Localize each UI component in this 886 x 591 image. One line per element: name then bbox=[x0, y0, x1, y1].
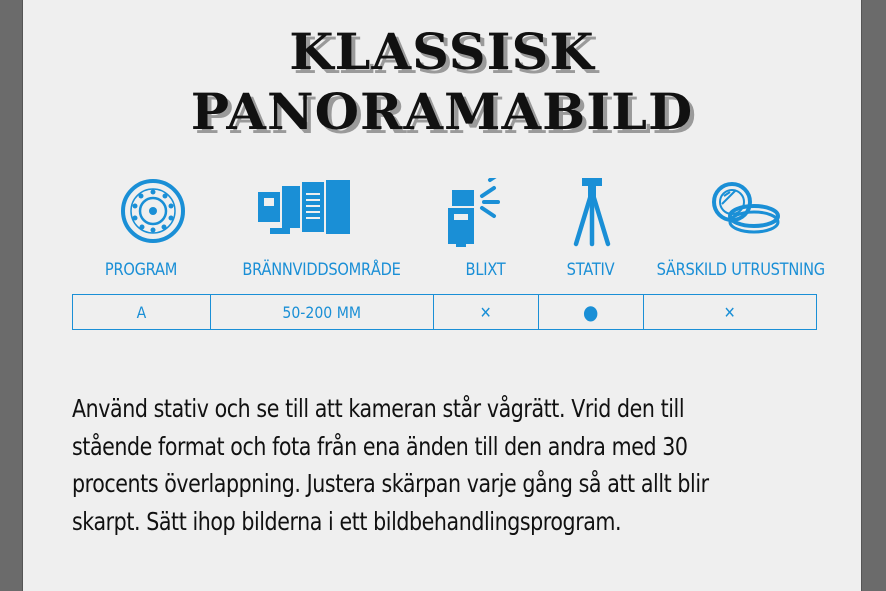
title-line-1: KLASSISK bbox=[289, 22, 595, 81]
label-focal-range: BRÄNNVIDDSOMRÅDE bbox=[242, 260, 401, 280]
label-special-equipment: SÄRSKILD UTRUSTNING bbox=[656, 260, 825, 280]
title-line-2: PANORAMABILD bbox=[190, 82, 694, 141]
cell-flash-value: ✕ bbox=[480, 302, 492, 322]
paragraph-line: skarpt. Sätt ihop bilderna i ett bildbehandlingsprogram. bbox=[72, 506, 622, 536]
instructions-paragraph bbox=[72, 390, 812, 540]
mode-dial-icon bbox=[120, 178, 186, 244]
zoom-lens-icon bbox=[256, 178, 352, 238]
cell-program bbox=[73, 295, 211, 329]
settings-table bbox=[72, 294, 817, 330]
cell-focal-range-value: 50-200 MM bbox=[282, 302, 362, 322]
paragraph-line: Använd stativ och se till att kameran står vågrätt. Vrid den till bbox=[72, 394, 685, 423]
settings-icons-row bbox=[72, 178, 817, 248]
cell-tripod-value: ● bbox=[583, 300, 599, 324]
filters-icon bbox=[712, 178, 784, 234]
cell-special-equipment bbox=[644, 295, 816, 329]
cell-tripod bbox=[539, 295, 644, 329]
column-labels bbox=[72, 260, 825, 284]
label-tripod: STATIV bbox=[566, 260, 615, 280]
cell-flash bbox=[434, 295, 539, 329]
label-program: PROGRAM bbox=[104, 260, 178, 280]
page-title bbox=[15, 22, 870, 142]
article-panel bbox=[22, 0, 862, 591]
cell-program-value: A bbox=[136, 302, 147, 322]
tripod-icon bbox=[572, 178, 612, 248]
paragraph-line: stående format och fota från ena änden till den andra med 30 bbox=[72, 431, 688, 461]
paragraph-line: procents överlappning. Justera skärpan varje gång så att allt blir bbox=[72, 469, 709, 498]
cell-focal-range bbox=[211, 295, 434, 329]
cell-special-equipment-value: ✕ bbox=[724, 302, 736, 322]
flash-icon bbox=[440, 178, 520, 248]
label-flash: BLIXT bbox=[465, 260, 506, 280]
